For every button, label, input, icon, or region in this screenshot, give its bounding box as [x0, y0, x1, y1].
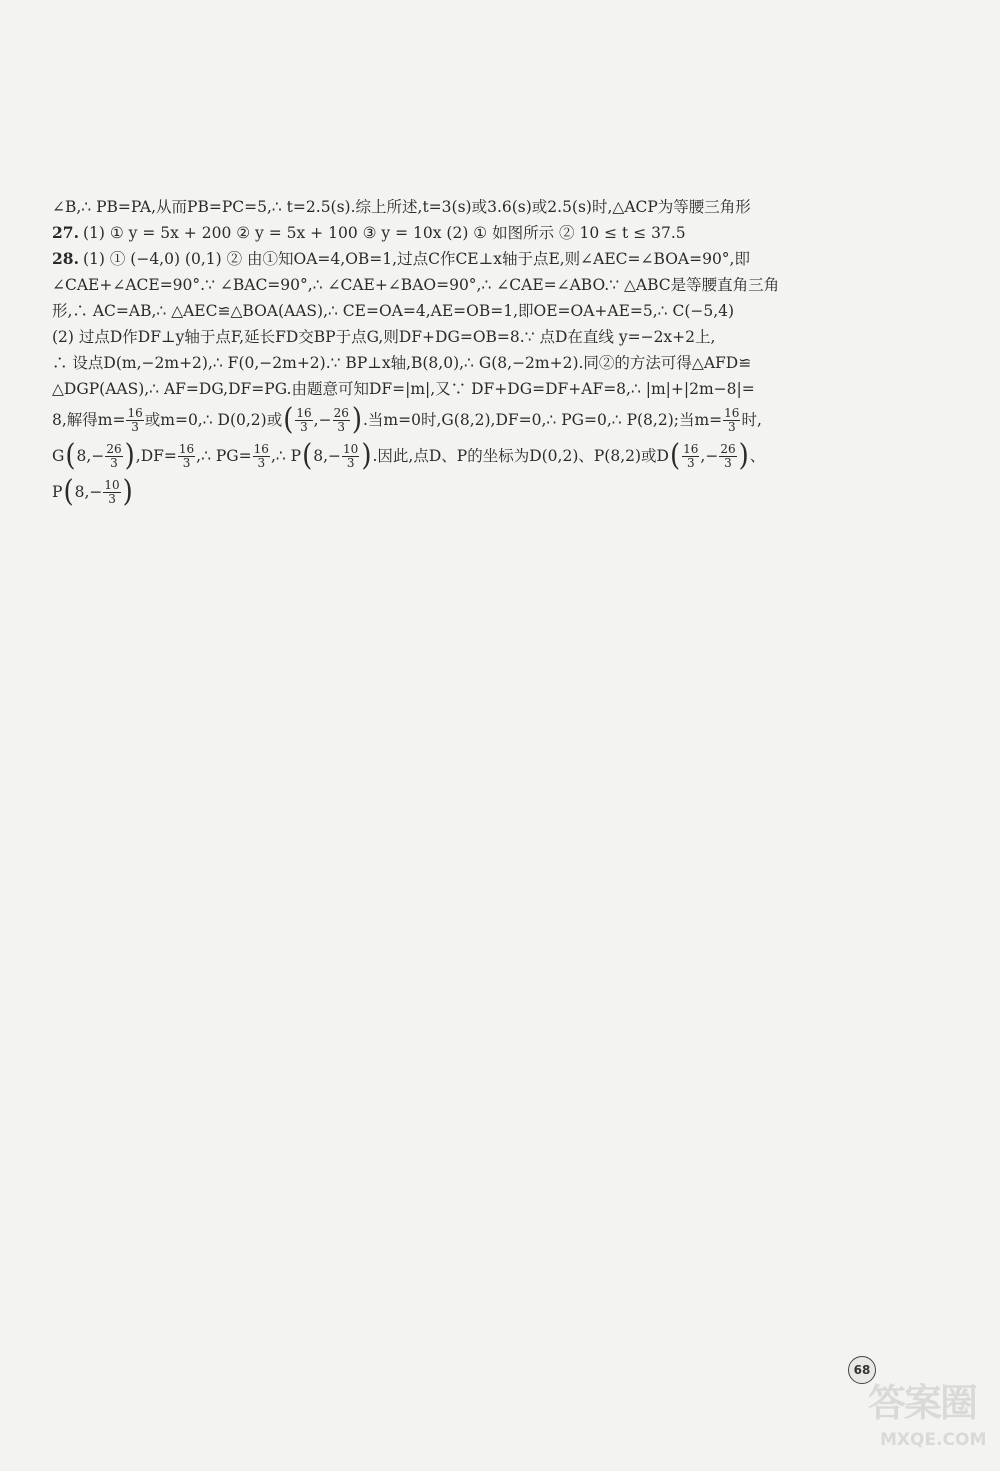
watermark-logo [868, 1372, 988, 1464]
fraction [178, 443, 195, 470]
line-text: 或m=0,∴ D(0,2)或 [144, 411, 283, 429]
line-text: ∠CAE+∠ACE=90°.∵ ∠BAC=90°,∴ ∠CAE+∠BAO=90°,∴ ∠CAE=∠ABO.∵ △ABC是等腰直角三角 [52, 276, 780, 294]
line-text: 形,∴ AC=AB,∴ △AEC≌△BOA(AAS),∴ CE=OA=4,AE=OB=1,即OE=OA+AE=5,∴ C(−5,4) [52, 302, 735, 320]
line-text: 8,− [74, 483, 103, 501]
fraction-numerator: 26 [106, 441, 122, 456]
fraction-denominator: 3 [110, 455, 118, 470]
line-text: ,DF= [135, 447, 177, 465]
fraction-denominator: 3 [727, 419, 736, 434]
page-number-badge: 68 [848, 1356, 876, 1384]
answer-text [52, 194, 962, 510]
fraction [253, 443, 270, 470]
fraction-denominator: 3 [182, 455, 191, 470]
fraction-denominator: 3 [346, 455, 355, 470]
paren-close: ) [124, 438, 135, 474]
fraction-denominator: 3 [337, 419, 346, 434]
fraction [719, 443, 736, 470]
line-text: .因此,点D、P的坐标为D(0,2)、P(8,2)或D [372, 447, 669, 465]
line-text: G [52, 447, 65, 465]
line-text: (1) ① y = 5x + 200 ② y = 5x + 100 ③ y = 10x (2) ① 如图所示 ② 10 ≤ t ≤ 37.5 [82, 224, 686, 242]
fraction-numerator: 16 [253, 441, 269, 456]
fraction-numerator: 16 [178, 441, 195, 456]
fraction-denominator: 3 [300, 419, 308, 434]
paren-open: ( [283, 402, 294, 438]
paren-open: ( [65, 438, 76, 474]
text-line-fractions [52, 438, 962, 474]
fraction [105, 443, 122, 470]
line-text: ,∴ P [270, 447, 302, 465]
text-line [52, 272, 962, 298]
fraction-numerator: 16 [296, 405, 312, 420]
fraction [103, 479, 120, 506]
line-text: ,∴ PG= [196, 447, 252, 465]
watermark-url-text: MXQE.COM [880, 1430, 987, 1450]
question-number: 28. [52, 249, 79, 268]
fraction-numerator: 10 [343, 441, 359, 456]
paren-open: ( [302, 438, 313, 474]
fraction [342, 443, 359, 470]
text-line-fractions [52, 402, 962, 438]
watermark-main-text: 答案圈 [868, 1381, 977, 1425]
line-text: .当m=0时,G(8,2),DF=0,∴ PG=0,∴ P(8,2);当m= [363, 411, 723, 429]
line-text: 8,解得m= [52, 411, 126, 429]
line-text: 时, [741, 411, 762, 429]
paren-close: ) [361, 438, 372, 474]
fraction [333, 407, 350, 434]
text-line [52, 298, 962, 324]
paren-open: ( [63, 474, 74, 510]
line-text: △DGP(AAS),∴ AF=DG,DF=PG.由题意可知DF=|m|,又∵ DF+DG=DF+AF=8,∴ |m|+|2m−8|= [52, 380, 755, 398]
line-text: (1) ① (−4,0) (0,1) ② 由①知OA=4,OB=1,过点C作CE⊥x轴于点E,则∠AEC=∠BOA=90°,即 [82, 250, 750, 268]
fraction-denominator: 3 [131, 419, 139, 434]
paren-open: ( [669, 438, 681, 474]
question-28 [52, 246, 962, 272]
fraction-numerator: 10 [104, 477, 120, 492]
line-text: ,− [313, 411, 332, 429]
fraction-denominator: 3 [257, 455, 266, 470]
fraction-numerator: 16 [683, 441, 699, 456]
fraction [126, 407, 143, 434]
fraction-denominator: 3 [108, 491, 116, 506]
paren-close: ) [738, 438, 749, 474]
paren-close: ) [122, 474, 133, 510]
paren-close: ) [351, 402, 362, 438]
line-text: ∠B,∴ PB=PA,从而PB=PC=5,∴ t=2.5(s).综上所述,t=3(s)或3.6(s)或2.5(s)时,△ACP为等腰三角形 [52, 198, 751, 216]
line-text: ,− [700, 447, 719, 465]
text-line-fractions [52, 474, 962, 510]
fraction [682, 443, 699, 470]
fraction-numerator: 16 [127, 405, 143, 420]
fraction [295, 407, 312, 434]
fraction-numerator: 26 [333, 405, 349, 420]
line-text: P [52, 483, 63, 501]
text-line [52, 350, 962, 376]
line-text: 、 [749, 447, 766, 465]
fraction [723, 407, 740, 434]
fraction-numerator: 26 [720, 441, 736, 456]
text-line [52, 376, 962, 402]
question-number: 27. [52, 223, 79, 242]
line-text: 8,− [76, 447, 105, 465]
question-27 [52, 220, 962, 246]
text-line [52, 324, 962, 350]
line-text: 8,− [313, 447, 342, 465]
text-line [52, 194, 962, 220]
fraction-denominator: 3 [686, 455, 695, 470]
fraction-denominator: 3 [724, 455, 732, 470]
line-text: (2) 过点D作DF⊥y轴于点F,延长FD交BP于点G,则DF+DG=OB=8.∵ 点D在直线 y=−2x+2上, [52, 328, 716, 346]
fraction-numerator: 16 [724, 405, 740, 420]
line-text: ∴ 设点D(m,−2m+2),∴ F(0,−2m+2).∵ BP⊥x轴,B(8,0),∴ G(8,−2m+2).同②的方法可得△AFD≌ [52, 354, 752, 372]
